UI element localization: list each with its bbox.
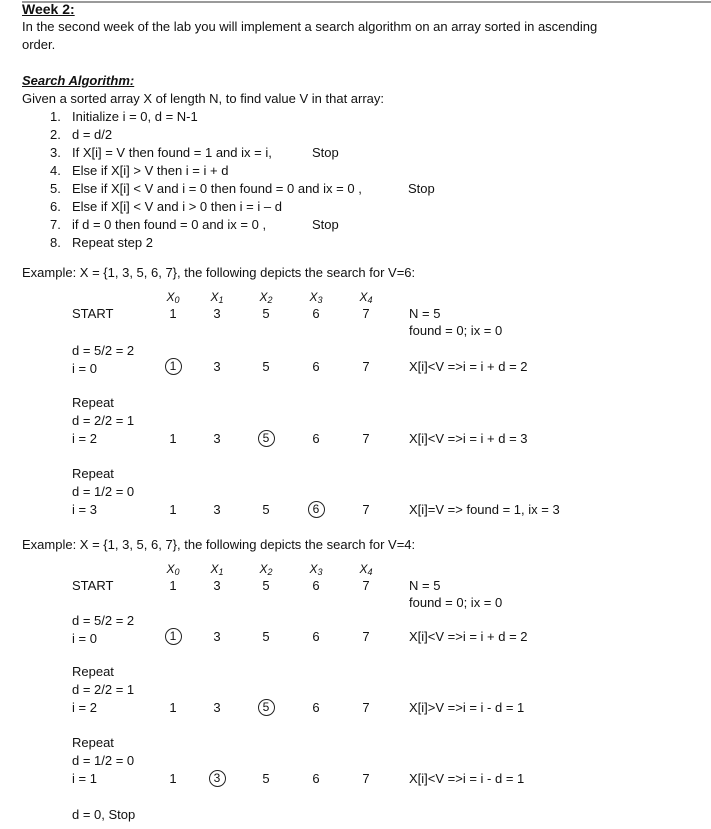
- array-value: [256, 699, 276, 716]
- array-value: [306, 501, 326, 518]
- array-value: 5: [262, 306, 270, 321]
- step-line: Repeat: [72, 395, 114, 410]
- step-line: i = 0: [72, 631, 97, 646]
- array-value: 3: [213, 502, 221, 517]
- array-index-letter: X: [309, 562, 318, 576]
- array-index-subscript: 4: [367, 567, 373, 577]
- step-text: if d = 0 then found = 0 and ix = 0 ,: [72, 217, 267, 232]
- array-value: 3: [213, 578, 221, 593]
- array-value: 7: [362, 700, 370, 715]
- step-line: d = 1/2 = 0: [72, 484, 135, 499]
- array-index-subscript: 0: [174, 567, 180, 577]
- step-text: Else if X[i] > V then i = i + d: [72, 163, 229, 178]
- circled-array-value: 3: [209, 770, 226, 787]
- step-line: d = 5/2 = 2: [72, 613, 135, 628]
- step-text: Else if X[i] < V and i = 0 then found = 0 and ix = 0 ,: [72, 181, 362, 196]
- step-line: d = 2/2 = 1: [72, 413, 135, 428]
- step-number: 4.: [50, 163, 61, 178]
- step-line: i = 3: [72, 502, 97, 517]
- step-note: X[i]<V =>i = i + d = 2: [409, 359, 528, 374]
- array-value: 7: [362, 502, 370, 517]
- array-value: 7: [362, 629, 370, 644]
- circled-array-value: 6: [308, 501, 325, 518]
- step-stop: Stop: [408, 181, 435, 196]
- array-index-subscript: 0: [174, 295, 180, 305]
- array-value: 1: [169, 771, 177, 786]
- example-title: Example: X = {1, 3, 5, 6, 7}, the following depicts the search for V=4:: [22, 537, 416, 552]
- array-index-subscript: 4: [367, 295, 373, 305]
- array-index-letter: X: [259, 562, 268, 576]
- step-line: Repeat: [72, 466, 114, 481]
- array-index-letter: X: [309, 290, 318, 304]
- step-line: Repeat: [72, 735, 114, 750]
- step-number: 6.: [50, 199, 61, 214]
- array-value: [163, 628, 183, 645]
- step-number: 2.: [50, 127, 61, 142]
- step-number: 5.: [50, 181, 61, 196]
- step-line: d = 1/2 = 0: [72, 753, 135, 768]
- step-number: 7.: [50, 217, 61, 232]
- step-line: i = 2: [72, 700, 97, 715]
- array-value: 1: [169, 700, 177, 715]
- info-found: found = 0; ix = 0: [409, 595, 503, 610]
- step-stop: Stop: [312, 145, 339, 160]
- step-line: i = 1: [72, 771, 97, 786]
- step-note: X[i]<V =>i = i + d = 3: [409, 431, 528, 446]
- step-text: If X[i] = V then found = 1 and ix = i,: [72, 145, 272, 160]
- array-value: 5: [262, 578, 270, 593]
- array-value: 6: [312, 306, 320, 321]
- array-index-subscript: 2: [267, 295, 273, 305]
- array-value: 6: [312, 771, 320, 786]
- step-line: d = 5/2 = 2: [72, 343, 135, 358]
- array-value: 3: [213, 359, 221, 374]
- circled-array-value: 1: [165, 358, 182, 375]
- array-value: 5: [262, 771, 270, 786]
- start-label: START: [72, 306, 114, 321]
- array-index-subscript: 3: [317, 567, 323, 577]
- array-value: 6: [312, 431, 320, 446]
- array-index-subscript: 1: [218, 295, 224, 305]
- array-value: 5: [262, 502, 270, 517]
- circled-array-value: 5: [258, 430, 275, 447]
- step-text: Repeat step 2: [72, 235, 153, 250]
- step-text: Initialize i = 0, d = N-1: [72, 109, 198, 124]
- step-stop: Stop: [312, 217, 339, 232]
- array-value: 3: [213, 700, 221, 715]
- array-value: 1: [169, 431, 177, 446]
- step-number: 8.: [50, 235, 61, 250]
- array-index-letter: X: [359, 562, 368, 576]
- array-value: 3: [213, 431, 221, 446]
- array-index-subscript: 1: [218, 567, 224, 577]
- intro-line-2: order.: [22, 37, 56, 52]
- array-value: 5: [262, 359, 270, 374]
- array-value: 3: [213, 306, 221, 321]
- step-number: 3.: [50, 145, 61, 160]
- step-note: X[i]=V => found = 1, ix = 3: [409, 502, 560, 517]
- array-value: 6: [312, 578, 320, 593]
- array-index-letter: X: [166, 290, 175, 304]
- start-label: START: [72, 578, 114, 593]
- array-value: 7: [362, 306, 370, 321]
- step-text: d = d/2: [72, 127, 113, 142]
- array-value: [207, 770, 227, 787]
- array-index-letter: X: [259, 290, 268, 304]
- algorithm-heading: Search Algorithm:: [22, 73, 135, 88]
- array-value: 7: [362, 359, 370, 374]
- array-index-subscript: 3: [317, 295, 323, 305]
- array-value: 6: [312, 700, 320, 715]
- array-value: 1: [169, 578, 177, 593]
- top-rule: [22, 1, 711, 3]
- circled-array-value: 5: [258, 699, 275, 716]
- array-value: 5: [262, 629, 270, 644]
- step-note: X[i]<V =>i = i - d = 1: [409, 771, 525, 786]
- step-note: X[i]<V =>i = i + d = 2: [409, 629, 528, 644]
- array-value: [256, 430, 276, 447]
- array-value: 1: [169, 502, 177, 517]
- array-value: 7: [362, 771, 370, 786]
- array-index-letter: X: [359, 290, 368, 304]
- step-text: Else if X[i] < V and i > 0 then i = i – d: [72, 199, 282, 214]
- array-value: 3: [213, 629, 221, 644]
- step-line: Repeat: [72, 664, 114, 679]
- array-value: 6: [312, 629, 320, 644]
- array-value: [163, 358, 183, 375]
- array-index-letter: X: [166, 562, 175, 576]
- array-value: 1: [169, 306, 177, 321]
- array-index-subscript: 2: [267, 567, 273, 577]
- final-line: d = 0, Stop: [72, 807, 136, 822]
- page-title: Week 2:: [22, 1, 75, 17]
- step-line: d = 2/2 = 1: [72, 682, 135, 697]
- example-title: Example: X = {1, 3, 5, 6, 7}, the following depicts the search for V=6:: [22, 265, 416, 280]
- info-n: N = 5: [409, 578, 441, 593]
- array-index-letter: X: [210, 562, 219, 576]
- array-value: 7: [362, 431, 370, 446]
- array-value: 6: [312, 359, 320, 374]
- info-n: N = 5: [409, 306, 441, 321]
- step-line: i = 0: [72, 361, 97, 376]
- algorithm-given: Given a sorted array X of length N, to find value V in that array:: [22, 91, 385, 106]
- step-line: i = 2: [72, 431, 97, 446]
- array-value: 7: [362, 578, 370, 593]
- intro-line-1: In the second week of the lab you will implement a search algorithm on an array sorted in ascending: [22, 19, 598, 34]
- circled-array-value: 1: [165, 628, 182, 645]
- step-note: X[i]>V =>i = i - d = 1: [409, 700, 525, 715]
- array-index-letter: X: [210, 290, 219, 304]
- info-found: found = 0; ix = 0: [409, 323, 503, 338]
- step-number: 1.: [50, 109, 61, 124]
